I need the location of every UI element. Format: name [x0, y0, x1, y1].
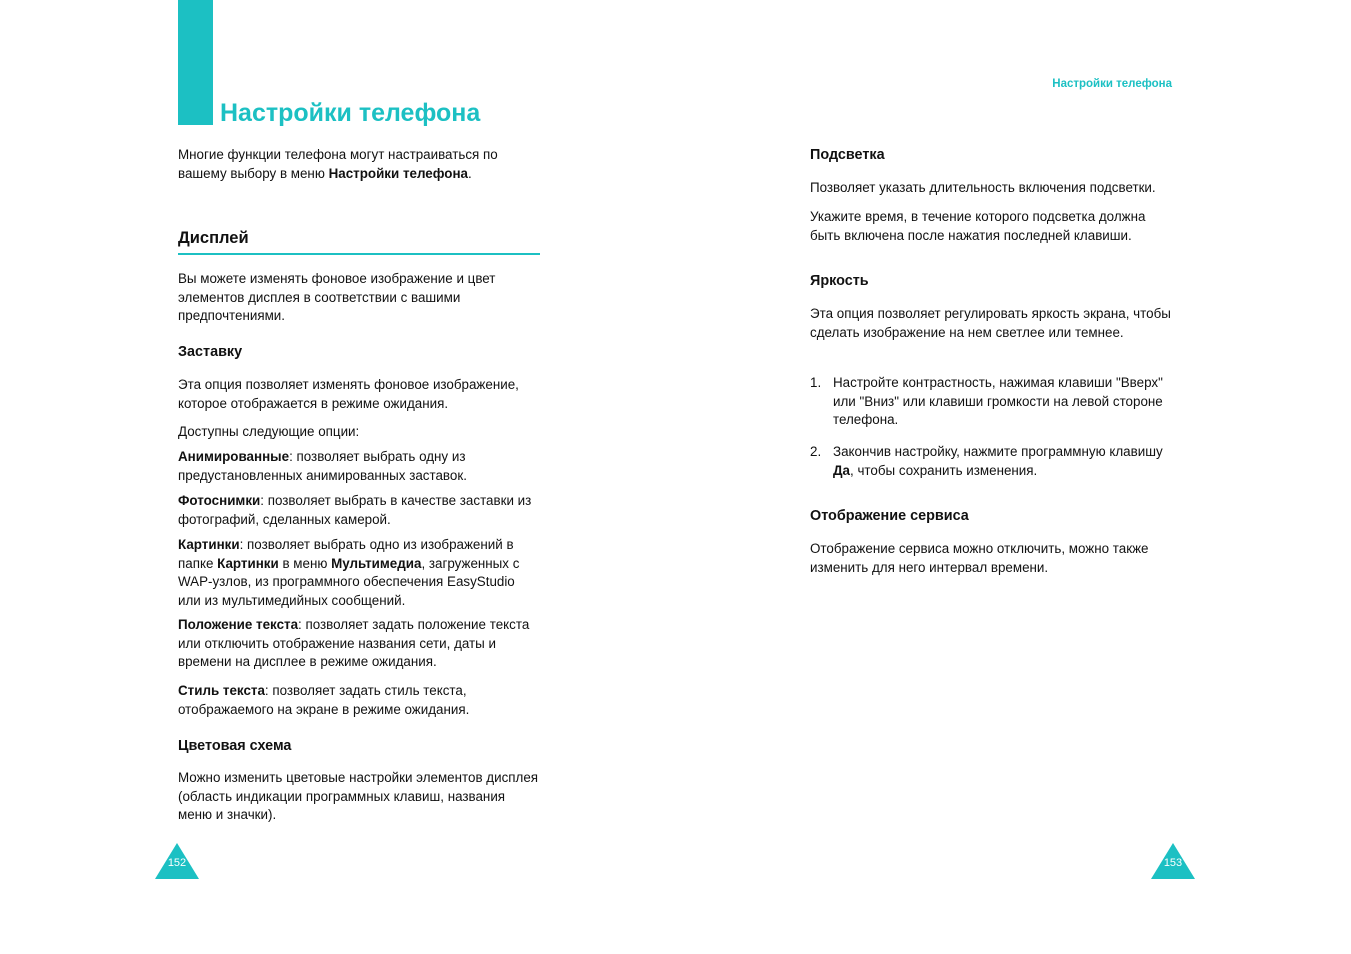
option-animated	[178, 448, 540, 485]
service-display-paragraph: Отображение сервиса можно отключить, можно также изменить для него интервал времени.	[810, 541, 1149, 575]
color-scheme-heading: Цветовая схема	[178, 738, 292, 754]
option-pictures-folder: Картинки	[217, 555, 279, 571]
intro-text: Многие функции телефона могут настраиваться по вашему выбору в меню	[178, 147, 498, 181]
display-paragraph: Вы можете изменять фоновое изображение и цвет элементов дисплея в соответствии с вашими предпочтениями.	[178, 271, 496, 323]
option-pictures-menu: Мультимедиа	[331, 555, 422, 571]
color-scheme-paragraph: Можно изменить цветовые настройки элементов дисплея (область индикации программных клавиш, названия меню и значки).	[178, 770, 539, 822]
page-number-right: 153	[1163, 857, 1183, 869]
option-text-position-label: Положение текста	[178, 617, 299, 632]
step-text	[833, 443, 1178, 480]
option-pictures-label: Картинки	[178, 537, 240, 552]
brightness-step-1	[810, 374, 1172, 434]
option-pictures	[178, 536, 540, 610]
option-text-style-desc: : позволяет задать стиль текста, отображаемого на экране в режиме ожидания.	[178, 683, 470, 717]
option-animated-label: Анимированные	[178, 449, 290, 464]
wallpaper-heading: Заставку	[178, 344, 243, 360]
step-text-part: Закончив настройку, нажмите программную клавишу	[833, 444, 1163, 459]
wallpaper-options-intro: Доступны следующие опции:	[178, 424, 360, 439]
option-pictures-desc-1: : позволяет выбрать одно из изображений в папке	[178, 537, 514, 571]
option-photos-desc: : позволяет выбрать в качестве заставки из фотографий, сделанных камерой.	[178, 493, 532, 527]
title-accent-bar	[178, 0, 213, 125]
running-header: Настройки телефона	[1052, 78, 1172, 90]
softkey-label: Да	[833, 462, 850, 478]
wallpaper-paragraph: Эта опция позволяет изменять фоновое изображение, которое отображается в режиме ожидания.	[178, 377, 519, 411]
page-title: Настройки телефона	[220, 99, 481, 127]
step-number: 2.	[810, 444, 822, 459]
step-number: 1.	[810, 375, 822, 390]
page-number-marker-left	[155, 843, 199, 879]
display-heading: Дисплей	[178, 229, 249, 247]
option-text-position	[178, 616, 540, 672]
option-photos-label: Фотоснимки	[178, 493, 261, 508]
option-animated-desc: : позволяет выбрать одну из предустановленных анимированных заставок.	[178, 449, 467, 483]
option-pictures-desc-3: , загруженных с WAP-узлов, из программного обеспечения EasyStudio или из мультимедийных сообщений.	[178, 555, 520, 608]
option-text-style	[178, 682, 540, 719]
intro-menu-name: Настройки телефона	[328, 165, 468, 181]
brightness-heading: Яркость	[810, 273, 869, 289]
brightness-step-2	[810, 443, 1172, 483]
option-text-position-desc: : позволяет задать положение текста или отключить отображение названия сети, даты и времени на дисплее в режиме ожидания.	[178, 617, 530, 669]
backlight-paragraph-2: Укажите время, в течение которого подсветка должна быть включена после нажатия последней клавиши.	[810, 209, 1146, 243]
intro-paragraph	[178, 146, 540, 183]
step-text-part: , чтобы сохранить изменения.	[850, 462, 1038, 478]
option-photos	[178, 492, 540, 529]
section-divider	[178, 253, 540, 255]
step-text: Настройте контрастность, нажимая клавиши "Вверх" или "Вниз" или клавиши громкости на левой стороне телефона.	[833, 375, 1163, 427]
brightness-paragraph: Эта опция позволяет регулировать яркость экрана, чтобы сделать изображение на нем светлее или темнее.	[810, 306, 1171, 340]
page-number-marker-right	[1151, 843, 1195, 879]
service-display-heading: Отображение сервиса	[810, 508, 969, 524]
intro-period: .	[468, 165, 472, 181]
backlight-paragraph-1: Позволяет указать длительность включения подсветки.	[810, 180, 1156, 195]
backlight-heading: Подсветка	[810, 147, 885, 163]
option-pictures-desc-2: в меню	[278, 555, 332, 571]
page-number-left: 152	[167, 857, 187, 869]
option-text-style-label: Стиль текста	[178, 683, 265, 698]
